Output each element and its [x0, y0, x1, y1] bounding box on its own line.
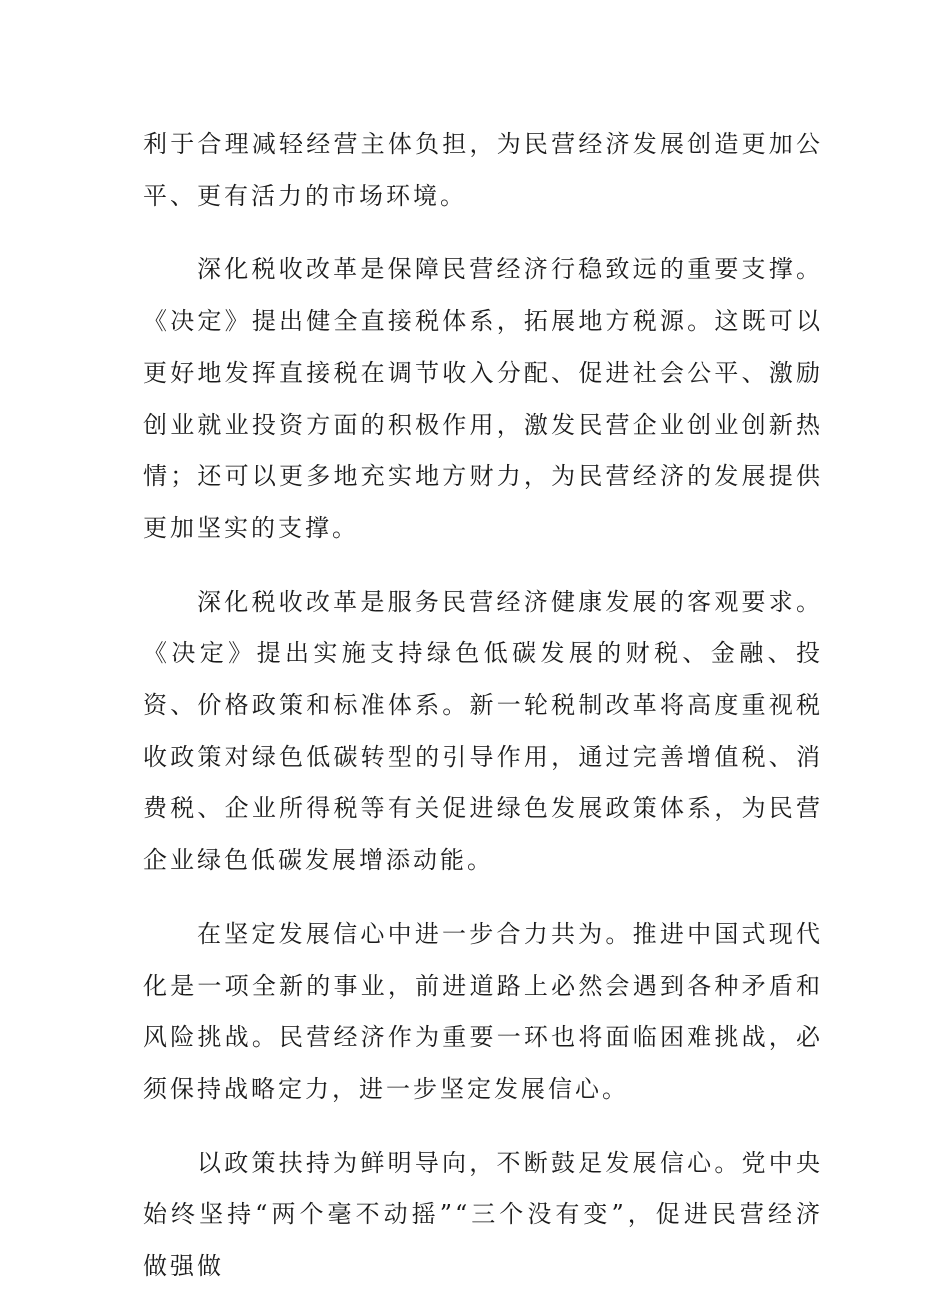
body-text	[143, 119, 823, 1293]
paragraph-tax-reform-green: 深化税收改革是服务民营经济健康发展的客观要求。《决定》提出实施支持绿色低碳发展的财税、金融、投资、价格政策和标准体系。新一轮税制改革将高度重视税收政策对绿色低碳转型的引导作用，通过完善增值税、消费税、企业所得税等有关促进绿色发展政策体系，为民营企业绿色低碳发展增添动能。	[143, 587, 823, 875]
paragraph-continued: 利于合理减轻经营主体负担，为民营经济发展创造更加公平、更有活力的市场环境。	[143, 130, 823, 210]
paragraph-policy-support: 以政策扶持为鲜明导向，不断鼓足发展信心。党中央始终坚持“两个毫不动摇”“三个没有变”，促进民营经济做强做	[143, 1148, 823, 1281]
paragraph-tax-reform-support: 深化税收改革是保障民营经济行稳致远的重要支撑。《决定》提出健全直接税体系，拓展地方税源。这既可以更好地发挥直接税在调节收入分配、促进社会公平、激励创业就业投资方面的积极作用，激发民营企业创业创新热情；还可以更多地充实地方财力，为民营经济的发展提供更加坚实的支撑。	[143, 255, 823, 542]
paragraph-confidence: 在坚定发展信心中进一步合力共为。推进中国式现代化是一项全新的事业，前进道路上必然会遇到各种矛盾和风险挑战。民营经济作为重要一环也将面临困难挑战，必须保持战略定力，进一步坚定发展信心。	[143, 919, 823, 1103]
